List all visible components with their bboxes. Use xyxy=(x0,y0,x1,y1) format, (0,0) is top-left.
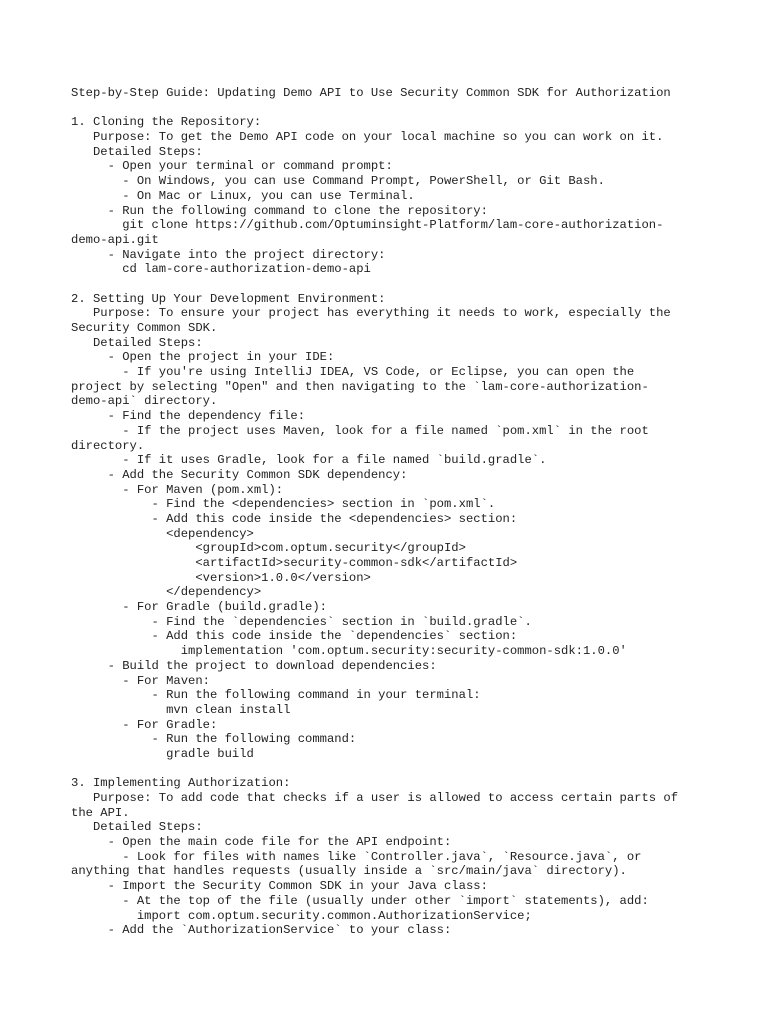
text-line: Purpose: To ensure your project has everything it needs to work, especially the xyxy=(71,306,671,321)
text-line: implementation 'com.optum.security:security-common-sdk:1.0.0' xyxy=(71,644,627,659)
text-line: project by selecting "Open" and then navigating to the `lam-core-authorization- xyxy=(71,379,649,394)
text-line: - Add this code inside the <dependencies> section: xyxy=(71,511,518,526)
text-line: - On Mac or Linux, you can use Terminal. xyxy=(71,188,415,203)
text-line: - Run the following command in your terminal: xyxy=(71,688,481,703)
text-line: cd lam-core-authorization-demo-api xyxy=(71,262,371,277)
text-line: - If the project uses Maven, look for a file named `pom.xml` in the root xyxy=(71,423,649,438)
text-line: - At the top of the file (usually under other `import` statements), add: xyxy=(71,893,649,908)
text-line: </dependency> xyxy=(71,585,262,600)
text-line: - On Windows, you can use Command Prompt, PowerShell, or Git Bash. xyxy=(71,174,605,189)
text-line: gradle build xyxy=(71,746,254,761)
text-line: Detailed Steps: xyxy=(71,144,203,159)
text-line: - Navigate into the project directory: xyxy=(71,247,386,262)
document-body xyxy=(71,86,711,938)
text-line: - Find the dependency file: xyxy=(71,409,306,424)
text-line: Detailed Steps: xyxy=(71,335,203,350)
text-line: - Open the main code file for the API endpoint: xyxy=(71,835,452,850)
text-line: - Find the <dependencies> section in `pom.xml`. xyxy=(71,497,496,512)
text-line: git clone https://github.com/Optuminsight-Platform/lam-core-authorization- xyxy=(71,218,664,233)
text-line: - For Maven: xyxy=(71,673,210,688)
text-line: import com.optum.security.common.AuthorizationService; xyxy=(71,908,532,923)
text-line: 3. Implementing Authorization: xyxy=(71,776,291,791)
text-line: directory. xyxy=(71,438,145,453)
text-line: demo-api.git xyxy=(71,232,159,247)
text-line: Detailed Steps: xyxy=(71,820,203,835)
text-line: <dependency> xyxy=(71,526,254,541)
blank-line xyxy=(71,762,711,777)
text-line: <version>1.0.0</version> xyxy=(71,570,371,585)
text-line: - Open your terminal or command prompt: xyxy=(71,159,393,174)
text-line: Purpose: To get the Demo API code on your local machine so you can work on it. xyxy=(71,130,664,145)
text-line: Security Common SDK. xyxy=(71,321,218,335)
text-line: - Open the project in your IDE: xyxy=(71,350,335,365)
text-line: 1. Cloning the Repository: xyxy=(71,115,262,130)
text-line: - For Gradle (build.gradle): xyxy=(71,600,327,615)
document-title: Step-by-Step Guide: Updating Demo API to Use Security Common SDK for Authorization xyxy=(71,86,671,100)
text-line: - Add this code inside the `dependencies` section: xyxy=(71,629,518,644)
blank-line xyxy=(71,277,711,292)
text-line: demo-api` directory. xyxy=(71,394,218,409)
text-line: mvn clean install xyxy=(71,702,291,717)
text-line: - For Gradle: xyxy=(71,717,218,732)
text-line: - Build the project to download dependencies: xyxy=(71,658,437,673)
text-line: 2. Setting Up Your Development Environment: xyxy=(71,291,386,306)
text-line: - Look for files with names like `Controller.java`, `Resource.java`, or xyxy=(71,849,642,864)
text-line: <groupId>com.optum.security</groupId> xyxy=(71,541,466,556)
text-line: <artifactId>security-common-sdk</artifactId> xyxy=(71,556,518,570)
text-line: - Add the `AuthorizationService` to your class: xyxy=(71,923,452,938)
text-line: - If it uses Gradle, look for a file named `build.gradle`. xyxy=(71,453,547,468)
text-line: - If you're using IntelliJ IDEA, VS Code, or Eclipse, you can open the xyxy=(71,365,635,380)
text-line: - Import the Security Common SDK in your Java class: xyxy=(71,879,488,894)
text-line: - Add the Security Common SDK dependency: xyxy=(71,467,408,482)
text-line: - Run the following command to clone the repository: xyxy=(71,203,488,218)
text-line: the API. xyxy=(71,805,130,820)
blank-line xyxy=(71,101,711,116)
text-line: anything that handles requests (usually inside a `src/main/java` directory). xyxy=(71,864,627,879)
text-line: Purpose: To add code that checks if a user is allowed to access certain parts of xyxy=(71,791,679,805)
text-line: - Run the following command: xyxy=(71,732,357,747)
text-line: - Find the `dependencies` section in `build.gradle`. xyxy=(71,614,532,629)
text-line: - For Maven (pom.xml): xyxy=(71,482,284,497)
